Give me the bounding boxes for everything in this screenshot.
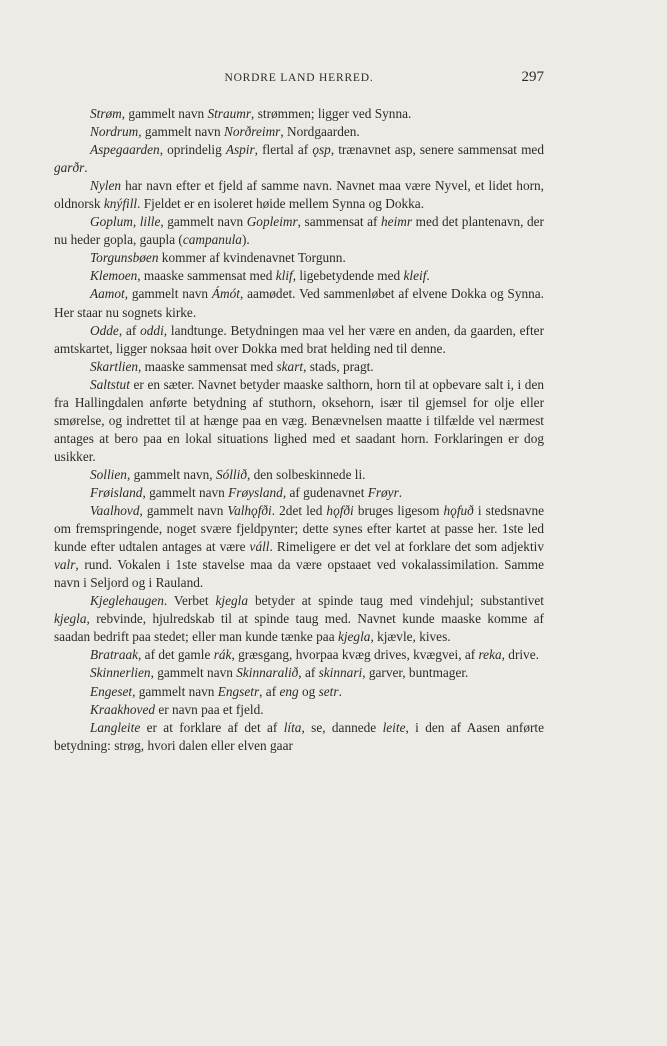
paragraph: [54, 123, 544, 141]
italic-term: Vaalhovd: [90, 503, 140, 519]
text-run: , gammelt navn: [124, 286, 212, 302]
italic-term: Kraakhoved: [90, 701, 155, 717]
text-run: med det plantenavn, der nu heder gopla, gaupla (: [54, 214, 544, 248]
italic-term: Saltstut: [90, 376, 130, 392]
text-run: , garver, buntmager.: [362, 665, 469, 681]
text-run: . Fjeldet er en isoleret høide mellem Synna og Dokka.: [137, 196, 425, 212]
text-run: , rebvinde, hjulredskab til at spinde taug med. Navnet kunde maaske komme af saadan bedrift paa stedet; eller man kunde tænke paa: [54, 611, 544, 645]
text-run: , gammelt navn: [139, 503, 228, 519]
italic-term: Ámót: [211, 286, 240, 302]
italic-term: reka: [478, 647, 502, 663]
italic-term: Engeset: [90, 683, 133, 699]
text-run: .: [84, 160, 88, 176]
paragraph: [54, 285, 544, 321]
italic-term: Skinnaralið: [236, 665, 299, 681]
paragraph: [54, 502, 544, 592]
text-run: , gammelt navn: [138, 124, 224, 140]
italic-term: heimr: [381, 214, 413, 230]
italic-term: líta: [283, 719, 302, 735]
paragraph: [54, 105, 544, 123]
paragraph: [54, 213, 544, 249]
text-run: , af gudenavnet: [282, 484, 368, 500]
italic-term: campanula: [182, 232, 242, 248]
text-run: , aamødet. Ved sammenløbet af elvene Dokka og Synna. Her staar nu sognets kirke.: [54, 286, 544, 320]
italic-term: Langleite: [90, 719, 141, 735]
italic-term: Frøisland: [90, 484, 143, 500]
italic-term: kleif: [403, 268, 427, 284]
text-run: , kjævle, kives.: [370, 629, 451, 645]
text-run: , af: [118, 322, 141, 338]
italic-term: kjegla: [215, 593, 249, 609]
italic-term: kjegla: [337, 629, 371, 645]
paragraph: [54, 592, 544, 646]
italic-term: Goplum, lille: [90, 214, 161, 230]
italic-term: Frøyr: [367, 484, 399, 500]
italic-term: Aamot: [90, 286, 125, 302]
text-run: , gammelt navn: [132, 683, 218, 699]
page-number: 297: [521, 69, 544, 85]
italic-term: garðr: [54, 160, 85, 176]
text-run: er navn paa et fjeld.: [155, 701, 264, 717]
text-run: , stads, pragt.: [303, 358, 374, 374]
italic-term: Frøysland: [228, 484, 283, 500]
text-run: i stedsnavne om fremspringende, noget svære fjeldpynter; dette synes efter kartet at passe her. 1ste led kunde efter udtalen antages at være: [54, 503, 545, 555]
text-run: , gammelt navn: [142, 484, 229, 500]
italic-term: Valhǫfði: [227, 503, 272, 519]
text-run: , gammelt navn,: [126, 466, 216, 482]
italic-term: kjegla: [54, 611, 87, 627]
text-run: er at forklare af det af: [140, 719, 284, 735]
italic-term: hǫfuð: [443, 503, 474, 519]
paragraph: [54, 484, 544, 502]
paragraph: [54, 466, 544, 484]
paragraph: [54, 664, 544, 682]
text-run: . 2det led: [271, 503, 327, 519]
text-run: , gammelt navn: [150, 665, 237, 681]
text-run: , af det gamle: [138, 647, 214, 663]
text-run: er en sæter. Navnet betyder maaske salthorn, horn til at opbevare salt i, i den fra Hallingdalen anførte betydning af stuthorn, oksehorn, især til gjemsel for olje eller smørelse, og indrettet til at hænge paa en væg. Benævnelsen maatte i tilfælde vel nærmest antages at bero paa en lokal situations lighed med et saadant horn. Forklaringen er dog usikker.: [54, 376, 544, 464]
text-run: , gammelt navn: [121, 106, 208, 121]
text-run: betyder at spinde taug med vindehjul; substantivet: [248, 593, 545, 609]
italic-term: Sollien: [90, 466, 127, 482]
paragraph: [54, 646, 544, 664]
italic-term: ǫsp: [312, 142, 331, 158]
text-run: , maaske sammensat med: [137, 268, 276, 284]
paragraph: [54, 701, 544, 719]
paragraph: [54, 322, 544, 358]
italic-term: Skartlien: [90, 358, 139, 374]
text-run: , drive.: [501, 647, 539, 663]
italic-term: Aspegaarden: [90, 142, 160, 158]
italic-term: skinnari: [318, 665, 363, 681]
italic-term: Sóllið: [215, 466, 247, 482]
italic-term: rák: [213, 647, 232, 663]
italic-term: Engsetr: [217, 683, 260, 699]
italic-term: Skinnerlien: [90, 665, 151, 681]
text-run: , gammelt navn: [160, 214, 247, 230]
text-run: , den solbeskinnede li.: [246, 466, 366, 482]
text-run: , trænavnet asp, senere sammensat med: [330, 142, 544, 158]
italic-term: eng: [279, 683, 299, 699]
text-run: , af: [259, 683, 280, 699]
paragraph: [54, 249, 544, 267]
text-run: har navn efter et fjeld af samme navn. Navnet maa være Nyvel, et lidet horn, oldnorsk: [54, 178, 544, 212]
italic-term: Odde: [90, 322, 119, 338]
body-text: [54, 105, 544, 755]
text-run: ).: [241, 232, 250, 248]
running-header: [54, 69, 544, 94]
text-run: , flertal af: [254, 142, 313, 158]
italic-term: Nordrum: [90, 124, 139, 140]
paragraph: [54, 358, 544, 376]
italic-term: skart: [276, 358, 304, 374]
italic-term: Nylen: [90, 178, 122, 194]
text-run: , strømmen; ligger ved Synna.: [251, 106, 412, 121]
paragraph: [54, 719, 544, 755]
paragraph: [54, 141, 544, 177]
text-run: , rund. Vokalen i 1ste stavelse maa da være opstaaet ved vokalassimilation. Samme navn i Seljord og i Rauland.: [54, 557, 544, 591]
italic-term: váll: [249, 539, 270, 555]
italic-term: Strøm: [90, 106, 122, 121]
text-run: , ligebetydende med: [292, 268, 404, 284]
running-title: NORDRE LAND HERRED.: [224, 72, 374, 84]
paragraph: [54, 376, 544, 466]
paragraph: [54, 267, 544, 285]
text-run: . Verbet: [163, 593, 216, 609]
text-run: , maaske sammensat med: [138, 358, 277, 374]
text-run: , oprindelig: [159, 142, 226, 158]
text-run: , landtunge. Betydningen maa vel her være en anden, da gaarden, efter amtskartet, ligger noksaa høit over Dokka med brat helding ned til denne.: [54, 322, 544, 356]
italic-term: Straumr: [207, 106, 252, 121]
italic-term: leite: [382, 719, 406, 735]
italic-term: Bratraak: [90, 647, 139, 663]
italic-term: valr: [54, 557, 76, 573]
text-run: , sammensat af: [297, 214, 382, 230]
text-run: , af: [298, 665, 319, 681]
text-run: , Nordgaarden.: [280, 124, 360, 140]
italic-term: knýfill: [103, 196, 138, 212]
italic-term: oddi: [140, 322, 164, 338]
italic-term: Torgunsbøen: [90, 250, 159, 266]
text-run: bruges ligesom: [353, 503, 444, 519]
italic-term: Klemoen: [90, 268, 138, 284]
paragraph: [54, 177, 544, 213]
italic-term: hǫfði: [326, 503, 354, 519]
text-run: , i den af Aasen anførte betydning: strøg, hvori dalen eller elven gaar: [54, 719, 544, 753]
text-run: . Rimeligere er det vel at forklare det som adjektiv: [269, 539, 544, 555]
text-run: .: [398, 484, 403, 500]
text-run: , se, dannede: [301, 719, 383, 735]
text-run: .: [338, 683, 342, 699]
italic-term: Aspir: [225, 142, 255, 158]
text-run: og: [298, 683, 319, 699]
text-run: kommer af kvindenavnet Torgunn.: [158, 250, 346, 266]
text-run: , græsgang, hvorpaa kvæg drives, kvægvei, af: [231, 647, 479, 663]
italic-term: Gopleimr: [246, 214, 298, 230]
text-run: .: [426, 268, 430, 284]
italic-term: klif: [275, 268, 293, 284]
italic-term: Kjeglehaugen: [90, 593, 164, 609]
italic-term: Norðreimr: [223, 124, 281, 140]
italic-term: setr: [318, 683, 339, 699]
paragraph: [54, 683, 544, 701]
